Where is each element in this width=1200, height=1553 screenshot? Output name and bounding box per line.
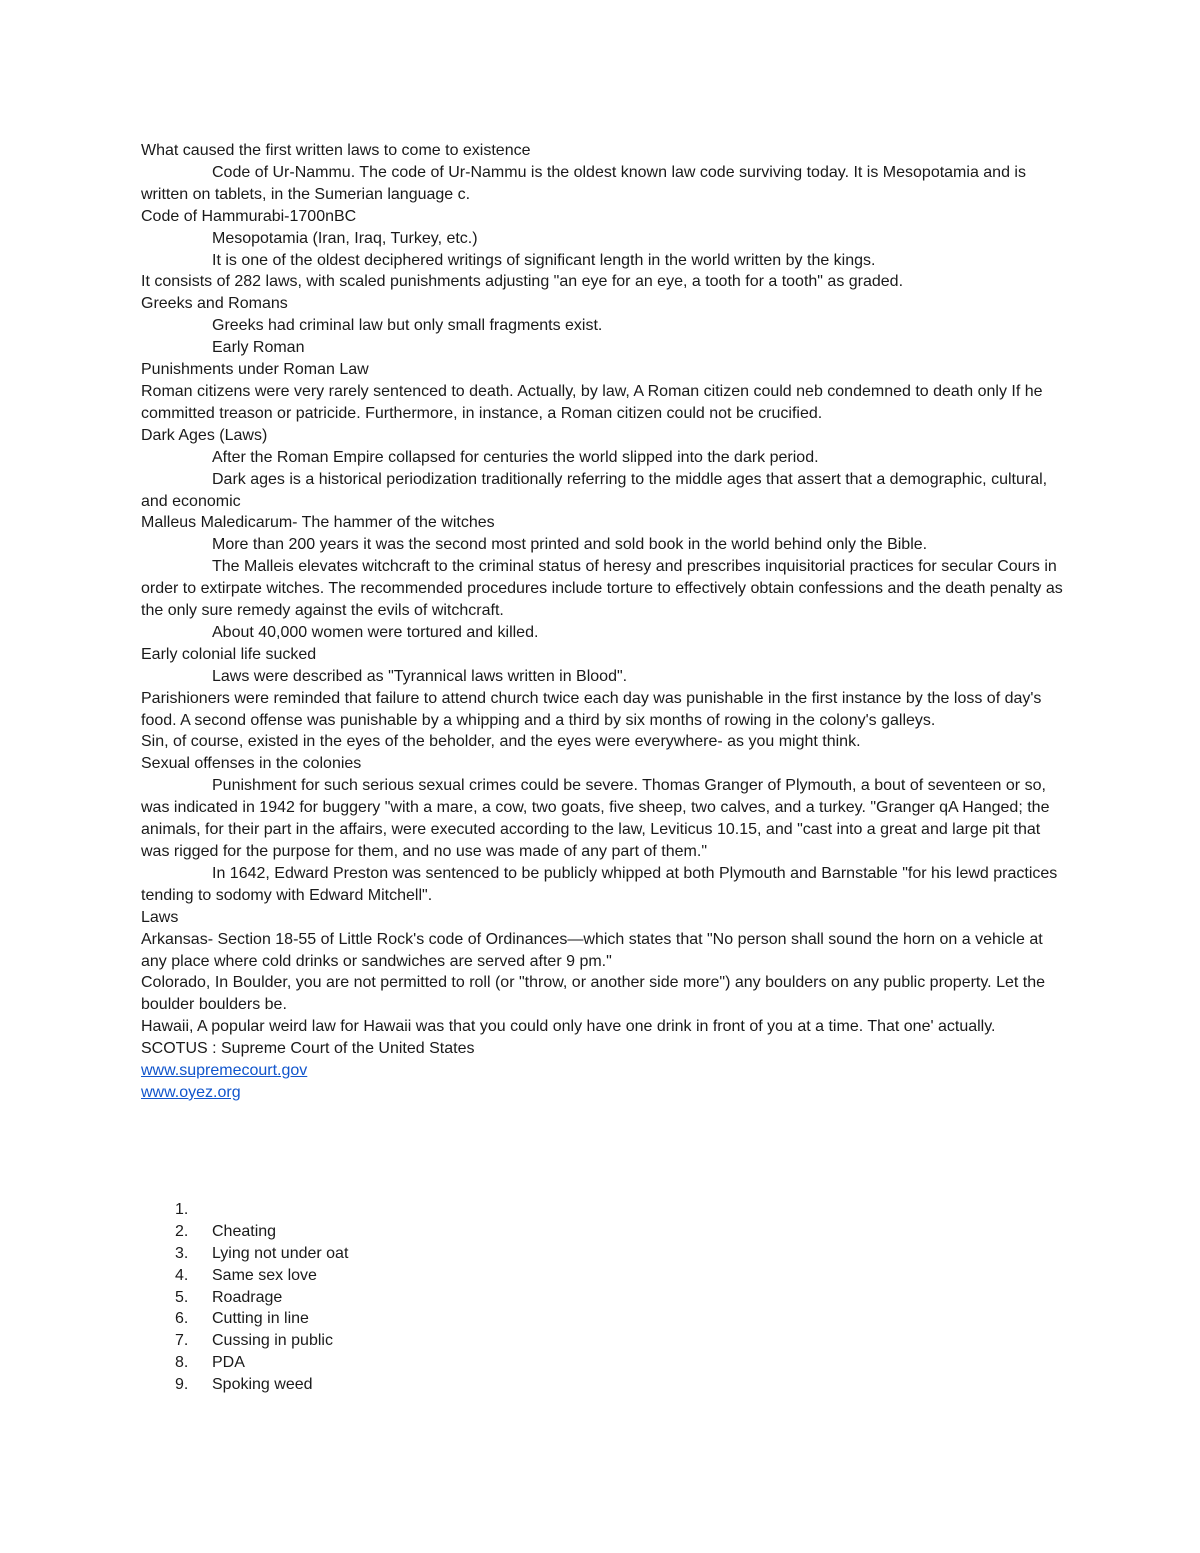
text-scotus: SCOTUS : Supreme Court of the United States bbox=[141, 1040, 475, 1058]
list-item-number: 3. bbox=[175, 1244, 189, 1262]
text-40000-women: About 40,000 women were tortured and killed. bbox=[212, 623, 539, 641]
text-282-laws: It consists of 282 laws, with scaled punishments adjusting "an eye for an eye, a tooth for a tooth" as graded. bbox=[141, 273, 904, 291]
link-oyez[interactable]: www.oyez.org bbox=[141, 1083, 241, 1101]
list-item-number: 2. bbox=[175, 1222, 189, 1240]
list-item-text: Spoking weed bbox=[212, 1376, 313, 1394]
heading-sexual-offenses: Sexual offenses in the colonies bbox=[141, 755, 362, 773]
paragraph-roman-citizens: Roman citizens were very rarely sentenced to death. Actually, by law, A Roman citizen could neb condemned to death only If he committed treason or patricide. Furthermore, in instance, a Roman citizen could not be crucified. bbox=[141, 382, 1043, 422]
list-item bbox=[141, 1374, 741, 1396]
list-item bbox=[141, 1308, 741, 1330]
heading-laws: Laws bbox=[141, 908, 179, 926]
list-item bbox=[141, 1330, 741, 1352]
heading-first-written-laws: What caused the first written laws to come to existence bbox=[141, 142, 531, 159]
list-item-number: 8. bbox=[175, 1354, 189, 1372]
list-item-number: 4. bbox=[175, 1266, 189, 1284]
paragraph-arkansas: Arkansas- Section 18-55 of Little Rock's code of Ordinances—which states that "No person shall sound the horn on a vehicle at any place where cold drinks or sandwiches are served after 9 pm." bbox=[141, 930, 1043, 970]
document-body bbox=[141, 140, 1071, 1104]
list-item bbox=[141, 1287, 741, 1309]
paragraph-dark-ages: Dark ages is a historical periodization traditionally referring to the middle ages that assert that a demographic, cultural, and economic bbox=[141, 470, 1048, 510]
list-item-text: Cussing in public bbox=[212, 1332, 333, 1350]
text-mesopotamia: Mesopotamia (Iran, Iraq, Turkey, etc.) bbox=[212, 229, 478, 247]
heading-dark-ages: Dark Ages (Laws) bbox=[141, 426, 268, 444]
list-item bbox=[141, 1243, 741, 1265]
numbered-list bbox=[141, 1199, 741, 1396]
heading-greeks-romans: Greeks and Romans bbox=[141, 295, 288, 313]
heading-roman-punishments: Punishments under Roman Law bbox=[141, 361, 369, 379]
heading-hammurabi: Code of Hammurabi-1700nBC bbox=[141, 207, 357, 225]
text-200-years: More than 200 years it was the second most printed and sold book in the world behind only the Bible. bbox=[212, 536, 928, 554]
list-item-text: Roadrage bbox=[212, 1288, 283, 1306]
link-supremecourt[interactable]: www.supremecourt.gov bbox=[141, 1062, 308, 1080]
list-item-text: PDA bbox=[212, 1354, 245, 1372]
paragraph-edward-preston: In 1642, Edward Preston was sentenced to be publicly whipped at both Plymouth and Barnstable "for his lewd practices tending to sodomy with Edward Mitchell". bbox=[141, 864, 1058, 904]
heading-malleus: Malleus Maledicarum- The hammer of the witches bbox=[141, 514, 495, 532]
text-roman-empire-collapsed: After the Roman Empire collapsed for centuries the world slipped into the dark period. bbox=[212, 448, 819, 466]
text-early-roman: Early Roman bbox=[212, 339, 305, 357]
text-tyrannical-laws: Laws were described as "Tyrannical laws written in Blood". bbox=[212, 667, 628, 685]
text-greeks-criminal-law: Greeks had criminal law but only small fragments exist. bbox=[212, 317, 603, 335]
paragraph-thomas-granger: Punishment for such serious sexual crimes could be severe. Thomas Granger of Plymouth, a bout of seventeen or so, was indicated in 1942 for buggery "with a mare, a cow, two goats, five sheep, two calves, and a turkey. "Granger qA Hanged; the animals, for their part in the affairs, were executed according to the law, Leviticus 10.15, and "cast into a great and large pit that was rigged for the purpose for them, and no use was made of any part of them." bbox=[141, 777, 1050, 860]
text-hawaii: Hawaii, A popular weird law for Hawaii was that you could only have one drink in front of you at a time. That one' actually. bbox=[141, 1018, 996, 1036]
paragraph-malleis: The Malleis elevates witchcraft to the criminal status of heresy and prescribes inquisitorial practices for secular Cours in order to extirpate witches. The recommended procedures include torture to effectively obtain confessions and the death penalty as the only sure remedy against the evils of witchcraft. bbox=[141, 558, 1063, 620]
list-item-number: 6. bbox=[175, 1310, 189, 1328]
list-item bbox=[141, 1221, 741, 1243]
text-sin: Sin, of course, existed in the eyes of the beholder, and the eyes were everywhere- as you might think. bbox=[141, 733, 861, 751]
paragraph-ur-nammu: Code of Ur-Nammu. The code of Ur-Nammu is the oldest known law code surviving today. It is Mesopotamia and is written on tablets, in the Sumerian language c. bbox=[141, 163, 1026, 203]
list-item-number: 7. bbox=[175, 1332, 189, 1350]
list-item-number: 9. bbox=[175, 1376, 189, 1394]
text-oldest-writings: It is one of the oldest deciphered writings of significant length in the world written by the kings. bbox=[212, 251, 876, 269]
list-item bbox=[141, 1199, 741, 1221]
list-item-number: 5. bbox=[175, 1288, 189, 1306]
paragraph-colorado: Colorado, In Boulder, you are not permitted to roll (or "throw, or another side more") any boulders on any public property. Let the boulder boulders be. bbox=[141, 974, 1045, 1014]
list-item-number: 1. bbox=[175, 1201, 189, 1218]
list-item-text: Lying not under oat bbox=[212, 1244, 349, 1262]
list-item-text: Cutting in line bbox=[212, 1310, 309, 1328]
list-item bbox=[141, 1352, 741, 1374]
paragraph-parishioners: Parishioners were reminded that failure to attend church twice each day was punishable in the first instance by the loss of day's food. A second offense was punishable by a whipping and a third by six months of rowing in the colony's galleys. bbox=[141, 689, 1042, 729]
list-item-text: Same sex love bbox=[212, 1266, 317, 1284]
heading-colonial-life: Early colonial life sucked bbox=[141, 645, 317, 663]
list-item-text: Cheating bbox=[212, 1222, 277, 1240]
list-item bbox=[141, 1265, 741, 1287]
